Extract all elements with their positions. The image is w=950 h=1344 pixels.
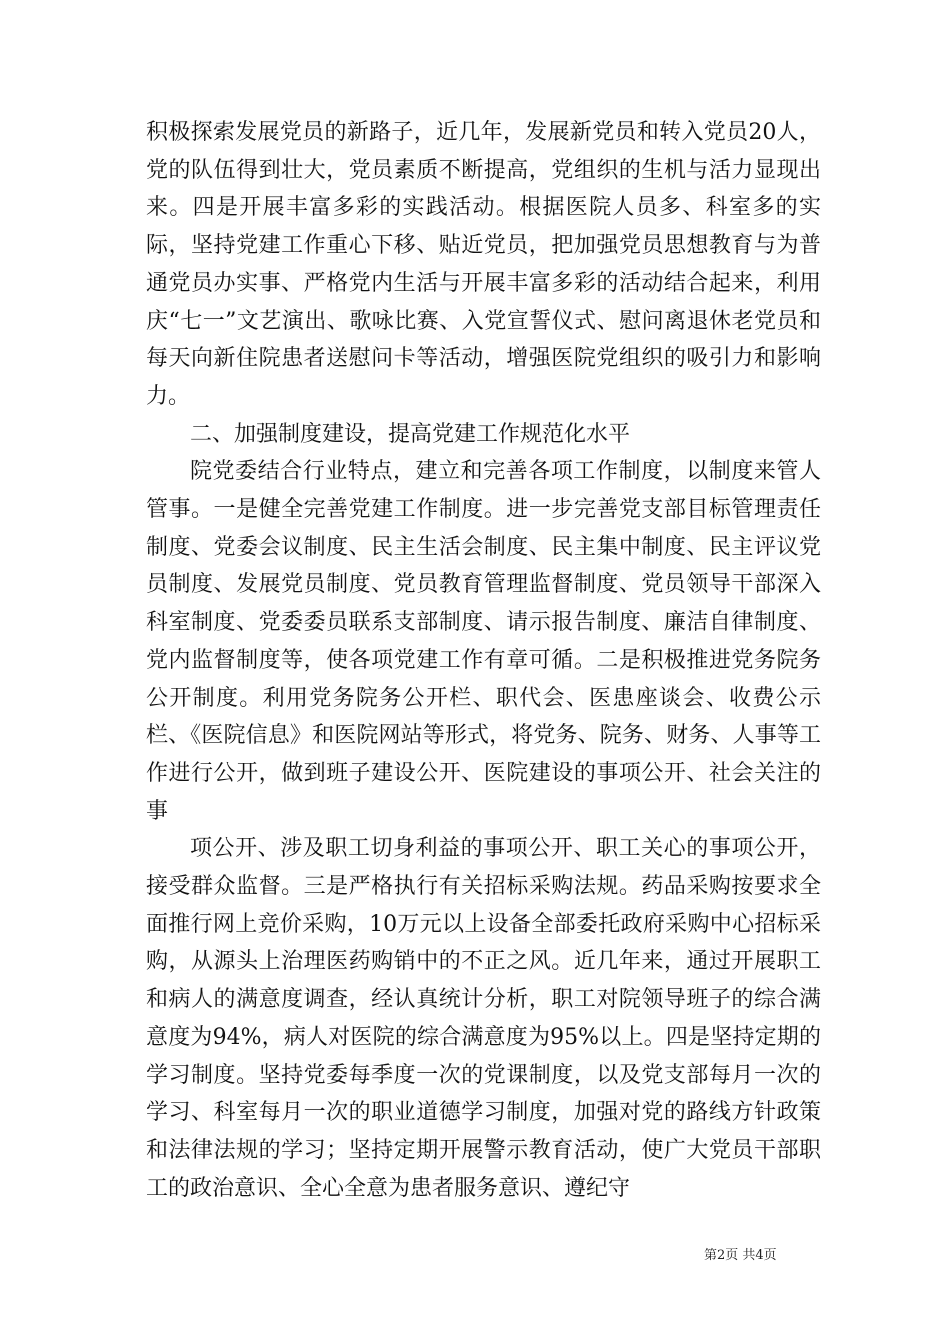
paragraph-2: 院党委结合行业特点，建立和完善各项工作制度，以制度来管人管事。一是健全完善党建工作制度。进一步完善党支部目标管理责任制度、党委会议制度、民主生活会制度、民主集中制度、民主评议党员制度、发展党员制度、党员教育管理监督制度、党员领导干部深入科室制度、党委委员联系支部制度、请示报告制度、廉洁自律制度、党内监督制度等，使各项党建工作有章可循。二是积极推进党务院务公开制度。利用党务院务公开栏、职代会、医患座谈会、收费公示栏、《医院信息》和医院网站等形式，将党务、院务、财务、人事等工作进行公开，做到班子建设公开、医院建设的事项公开、社会关注的事 — [146, 459, 821, 824]
paragraph-1: 积极探索发展党员的新路子，近几年，发展新党员和转入党员20人，党的队伍得到壮大，党员素质不断提高，党组织的生机与活力显现出来。四是开展丰富多彩的实践活动。根据医院人员多、科室多的实际，坚持党建工作重心下移、贴近党员，把加强党员思想教育与为普通党员办实事、严格党内生活与开展丰富多彩的活动结合起来，利用庆“七一”文艺演出、歌咏比赛、入党宣誓仪式、慰问离退休老党员和每天向新住院患者送慰问卡等活动，增强医院党组织的吸引力和影响力。 — [146, 120, 821, 409]
page-footer — [704, 1248, 777, 1264]
paragraph-3: 项公开、涉及职工切身利益的事项公开、职工关心的事项公开，接受群众监督。三是严格执行有关招标采购法规。药品采购按要求全面推行网上竞价采购，10万元以上设备全部委托政府采购中心招标采购，从源头上治理医药购销中的不正之风。近几年来，通过开展职工和病人的满意度调查，经认真统计分析，职工对院领导班子的综合满意度为94%，病人对医院的综合满意度为95%以上。四是坚持定期的学习制度。坚持党委每季度一次的党课制度，以及党支部每月一次的学习、科室每月一次的职业道德学习制度，加强对党的路线方针政策和法律法规的学习；坚持定期开展警示教育活动，使广大党员干部职工的政治意识、全心全意为患者服务意识、遵纪守 — [146, 836, 821, 1201]
section-heading: 二、加强制度建设，提高党建工作规范化水平 — [190, 421, 631, 447]
document-body — [146, 114, 821, 1207]
page-number: 第2页 共4页 — [704, 1248, 777, 1263]
